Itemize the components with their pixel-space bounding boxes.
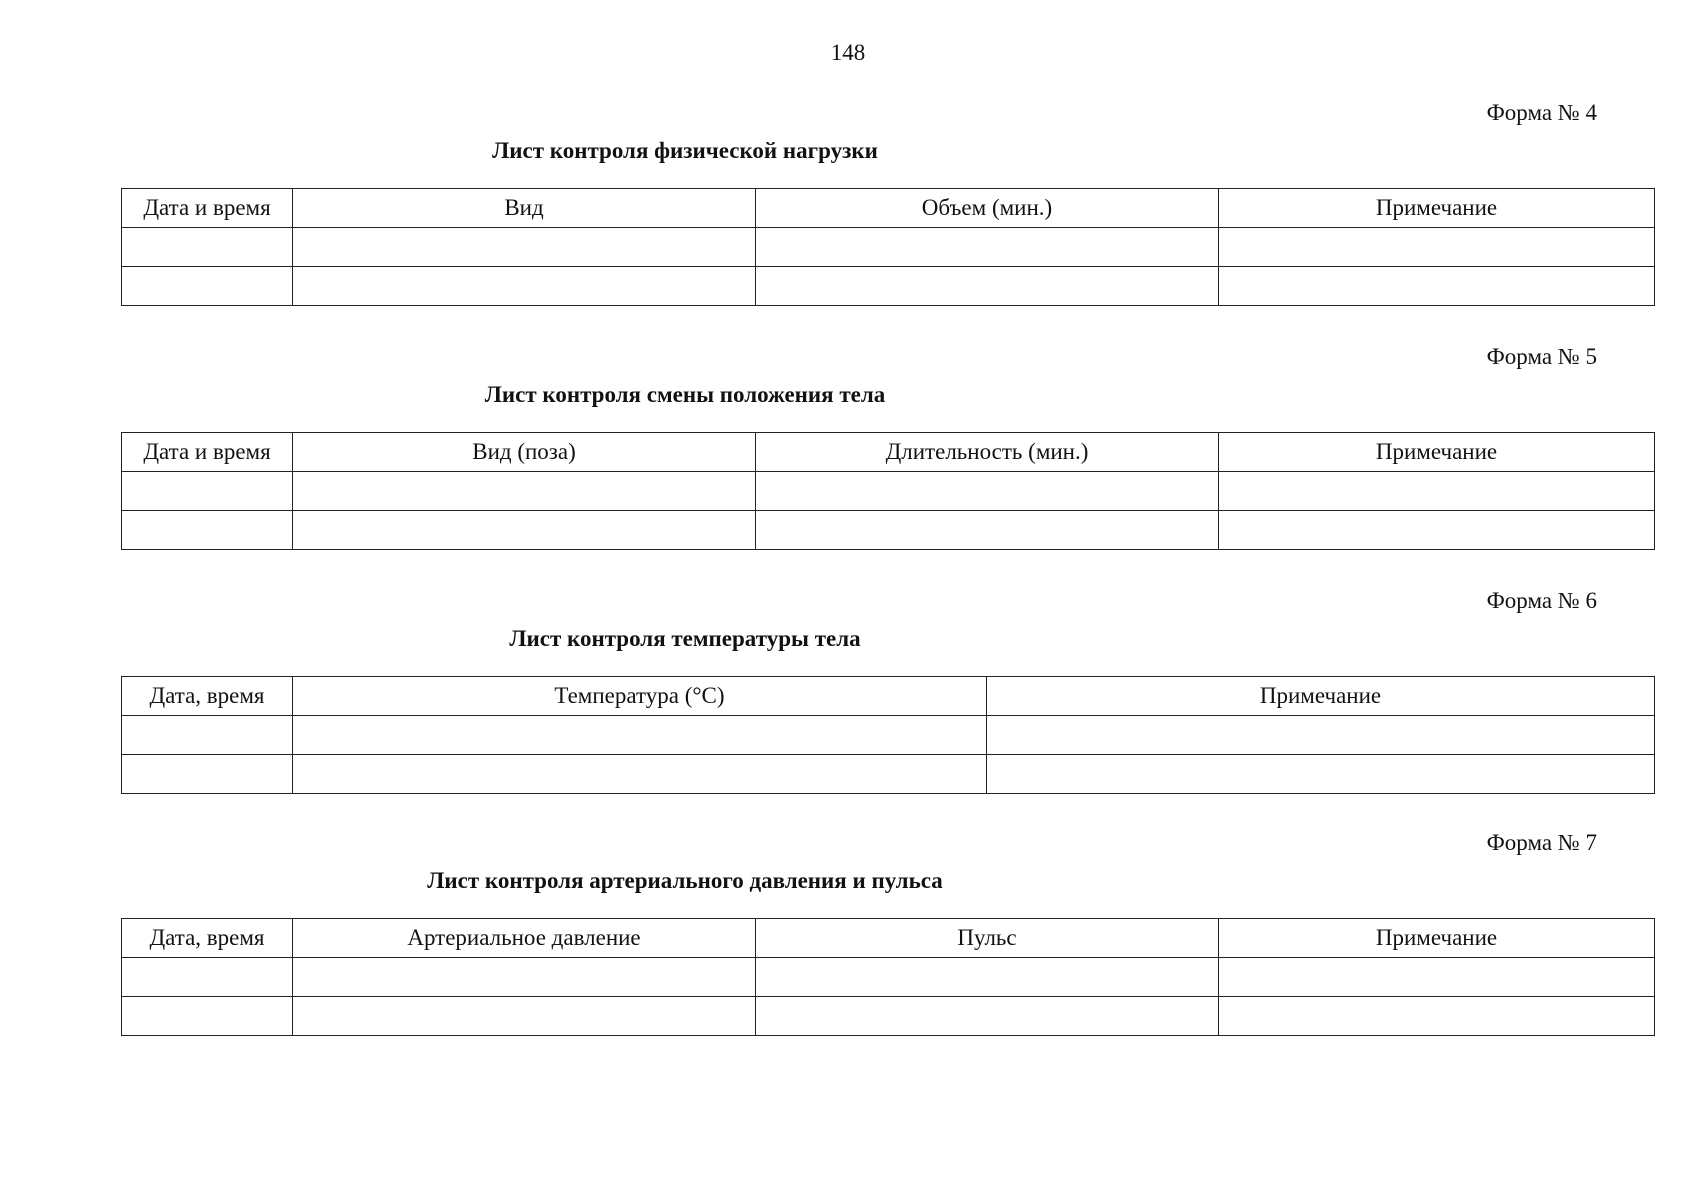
table-header-row: [122, 433, 1655, 472]
table-header-row: [122, 677, 1655, 716]
table-cell[interactable]: [1219, 472, 1655, 511]
table-cell[interactable]: [756, 267, 1219, 306]
section-title: Лист контроля смены положения тела: [484, 382, 886, 407]
column-header: Дата, время: [122, 919, 293, 958]
table-cell[interactable]: [987, 716, 1655, 755]
table-cell[interactable]: [293, 228, 756, 267]
table-row: [122, 716, 1655, 755]
column-header: Примечание: [987, 677, 1655, 716]
table-cell[interactable]: [122, 511, 293, 550]
form-label: Форма № 6: [1486, 588, 1597, 613]
form-label: Форма № 4: [1486, 100, 1597, 125]
table-row: [122, 472, 1655, 511]
table-row: [122, 958, 1655, 997]
column-header: Температура (°С): [293, 677, 987, 716]
table-row: [122, 267, 1655, 306]
column-header: Вид (поза): [293, 433, 756, 472]
table-cell[interactable]: [293, 716, 987, 755]
table-cell[interactable]: [1219, 267, 1655, 306]
table-cell[interactable]: [122, 958, 293, 997]
form-6-table: [121, 676, 1655, 794]
table-cell[interactable]: [293, 997, 756, 1036]
table-cell[interactable]: [122, 997, 293, 1036]
column-header: Дата и время: [122, 189, 293, 228]
table-header-row: [122, 189, 1655, 228]
form-4-table: [121, 188, 1655, 306]
table-cell[interactable]: [756, 511, 1219, 550]
column-header: Вид: [293, 189, 756, 228]
column-header: Дата, время: [122, 677, 293, 716]
table-row: [122, 755, 1655, 794]
table-cell[interactable]: [122, 716, 293, 755]
table-row: [122, 997, 1655, 1036]
table-row: [122, 228, 1655, 267]
column-header: Пульс: [756, 919, 1219, 958]
table-header-row: [122, 919, 1655, 958]
table-cell[interactable]: [122, 267, 293, 306]
table-cell[interactable]: [293, 267, 756, 306]
table-cell[interactable]: [293, 755, 987, 794]
table-cell[interactable]: [122, 755, 293, 794]
section-title: Лист контроля температуры тела: [509, 626, 861, 651]
table-cell[interactable]: [756, 228, 1219, 267]
form-7-table: [121, 918, 1655, 1036]
form-label: Форма № 7: [1486, 830, 1597, 855]
table-cell[interactable]: [122, 228, 293, 267]
table-cell[interactable]: [756, 997, 1219, 1036]
column-header: Примечание: [1219, 919, 1655, 958]
column-header: Примечание: [1219, 433, 1655, 472]
section-title: Лист контроля артериального давления и пульса: [427, 868, 943, 893]
table-cell[interactable]: [756, 958, 1219, 997]
section-title: Лист контроля физической нагрузки: [492, 138, 878, 163]
table-cell[interactable]: [1219, 958, 1655, 997]
table-cell[interactable]: [1219, 511, 1655, 550]
column-header: Длительность (мин.): [756, 433, 1219, 472]
table-cell[interactable]: [1219, 997, 1655, 1036]
page-number: 148: [830, 40, 866, 65]
column-header: Объем (мин.): [756, 189, 1219, 228]
column-header: Артериальное давление: [293, 919, 756, 958]
table-cell[interactable]: [293, 511, 756, 550]
form-5-table: [121, 432, 1655, 550]
column-header: Дата и время: [122, 433, 293, 472]
column-header: Примечание: [1219, 189, 1655, 228]
table-cell[interactable]: [756, 472, 1219, 511]
table-row: [122, 511, 1655, 550]
table-cell[interactable]: [293, 472, 756, 511]
table-cell[interactable]: [122, 472, 293, 511]
table-cell[interactable]: [1219, 228, 1655, 267]
table-cell[interactable]: [987, 755, 1655, 794]
form-label: Форма № 5: [1486, 344, 1597, 369]
table-cell[interactable]: [293, 958, 756, 997]
